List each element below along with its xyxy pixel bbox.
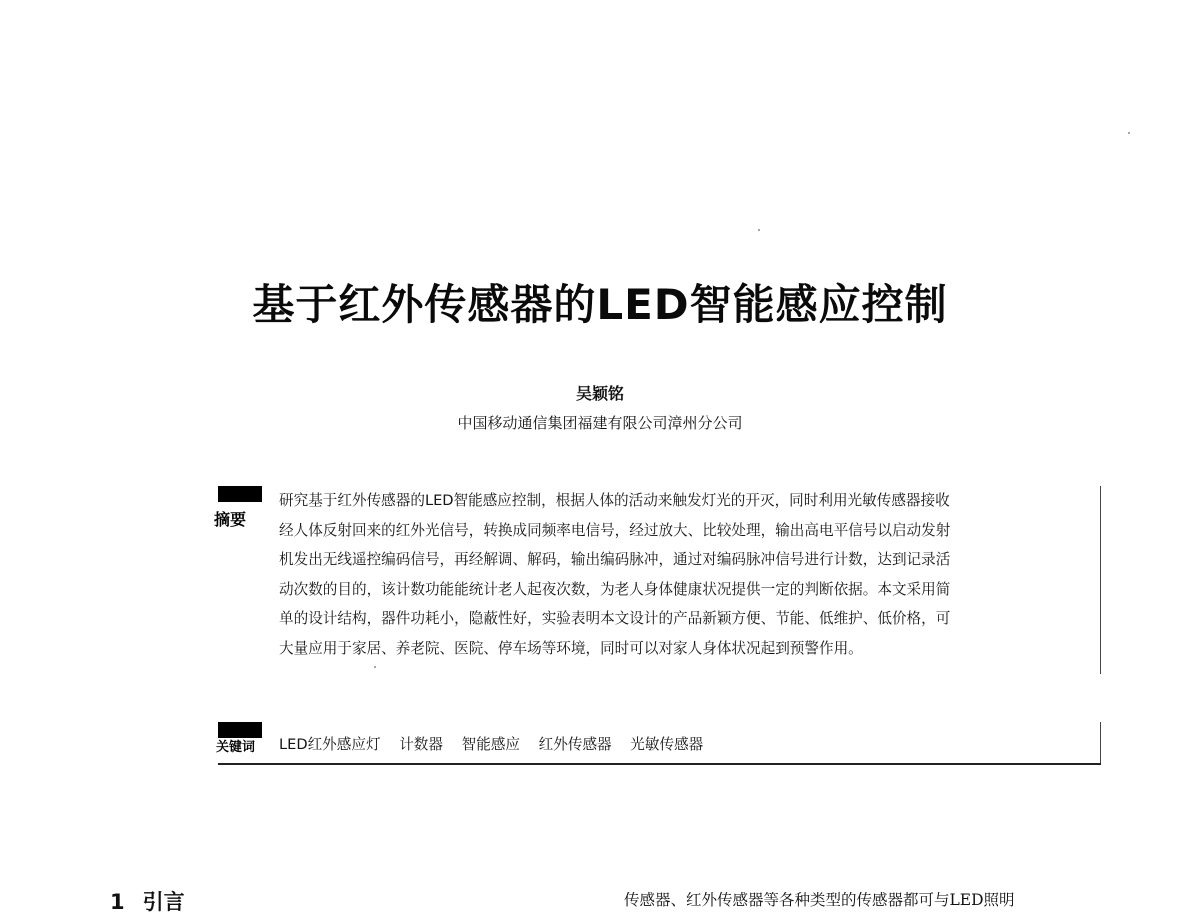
abstract-line: 单的设计结构，器件功耗小，隐蔽性好，实验表明本文设计的产品新颖方便、节能、低维护、低价格，可 xyxy=(279,610,951,628)
keyword-item: 计数器 xyxy=(399,736,443,753)
keywords-label: 关键词 xyxy=(216,740,256,755)
keywords-list xyxy=(279,733,717,754)
body-text-column: 传感器、红外传感器等各种类型的传感器都可与LED照明 xyxy=(624,891,1015,909)
section-heading-introduction xyxy=(110,886,185,916)
abstract-text xyxy=(279,486,1079,664)
author-affiliation: 中国移动通信集团福建有限公司漳州分公司 xyxy=(457,414,743,432)
abstract-label-tab xyxy=(218,486,262,502)
abstract-section xyxy=(214,486,1101,674)
author-name: 吴颖铭 xyxy=(575,384,624,403)
keywords-label-tab xyxy=(218,722,262,738)
abstract-line: 动次数的目的，该计数功能能统计老人起夜次数，为老人身体健康状况提供一定的判断依据。本文采用简 xyxy=(279,580,951,598)
abstract-line: 经人体反射回来的红外光信号，转换成同频率电信号，经过放大、比较处理，输出高电平信号以启动发射 xyxy=(279,521,951,539)
scan-speck xyxy=(758,229,760,231)
keyword-item: 红外传感器 xyxy=(538,736,612,753)
abstract-line: 大量应用于家居、养老院、医院、停车场等环境，同时可以对家人身体状况起到预警作用。 xyxy=(279,639,863,657)
scan-speck xyxy=(1128,132,1130,134)
keyword-item: LED红外感应灯 xyxy=(279,736,381,753)
abstract-line: 研究基于红外传感器的LED智能感应控制，根据人体的活动来触发灯光的开灭，同时利用光敏传感器接收 xyxy=(279,492,950,509)
abstract-label: 摘要 xyxy=(214,510,247,529)
keyword-item: 智能感应 xyxy=(461,736,521,753)
keyword-item: 光敏传感器 xyxy=(630,736,704,753)
scan-speck xyxy=(374,666,376,668)
paper-title: 基于红外传感器的LED智能感应控制 xyxy=(252,280,948,329)
section-number: 1 xyxy=(110,890,125,914)
keywords-section xyxy=(218,722,1101,764)
abstract-line: 机发出无线遥控编码信号，再经解调、解码，输出编码脉冲，通过对编码脉冲信号进行计数，达到记录活 xyxy=(279,551,951,569)
section-title: 引言 xyxy=(142,890,185,914)
keywords-bottom-rule xyxy=(218,763,1101,765)
